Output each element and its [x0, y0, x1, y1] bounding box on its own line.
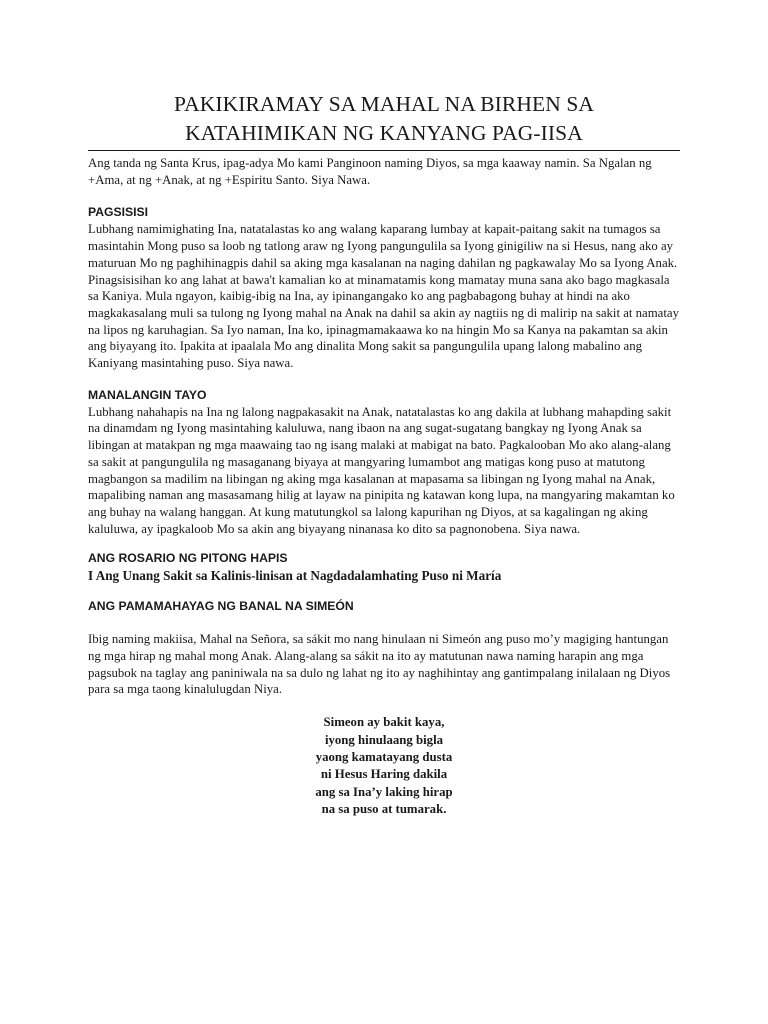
verse-line: ang sa Ina’y laking hirap [315, 784, 453, 799]
pamamahayag-heading: ANG PAMAMAHAYAG NG BANAL NA SIMEÓN [88, 599, 354, 614]
opening-invocation: Ang tanda ng Santa Krus, ipag-adya Mo kami Panginoon naming Diyos, sa mga kaaway namin. Sa Ngalan ng +Ama, at ng +Anak, at ng +Espiritu Santo. Siya Nawa. [88, 156, 652, 187]
pagsisisi-heading: PAGSISISI [88, 205, 149, 220]
title-line-2: KATAHIMIKAN NG KANYANG PAG-IISA [185, 121, 583, 145]
verse-line: Simeon ay bakit kaya, [323, 715, 445, 730]
verse-line: na sa puso at tumarak. [321, 802, 447, 817]
title-line-1: PAKIKIRAMAY SA MAHAL NA BIRHEN SA [173, 92, 595, 116]
verse-line: ni Hesus Haring dakila [320, 767, 448, 782]
verse-stanza [88, 714, 680, 818]
pagsisisi-paragraph: Lubhang namimighating Ina, natatalastas ko ang walang kaparang lumbay at kapait-paitang sakit na tumagos sa masintahin Mong puso sa loob ng tatlong araw ng Iyong pangungulila sa Iyong ginigiliw na si Hesus, nang ako ay maturuan Mo ng paghihinagpis dahil sa aking mga kasalanan na naging dahilan ng pagkawalay Mo sa Iyong Anak. Pinagsisisihan ko ang lahat at bawa't kamalian ko at minamatamis kong mamatay muna sana ako bago magkasala sa Kaniya. Mula ngayon, kaibig-ibig na Ina, ay ipinangangako ko ang pagbabagong buhay at hindi na ako magkakasalang muli sa tulong ng Iyong mahal na Anak na dahil sa akin ay nagtiis ng di malirip na sakit at namatay na lipos ng karuhagian. Sa Iyo naman, Ina ko, ipinagmamakaawa ko na hingin Mo sa Kanya na pakamtan sa akin ang biyayang ito. Ipakita at ipaalala Mo ang dinalita Mong sakit sa pangungulila upang lalong mabalino ang Kaniyang masintahing puso. Siya nawa. [88, 222, 679, 371]
rosario-heading: ANG ROSARIO NG PITONG HAPIS [88, 551, 288, 566]
pamamahayag-paragraph: Ibig naming makiisa, Mahal na Señora, sa sákit mo nang hinulaan ni Simeón ang puso mo’y magiging hantungan ng mga hirap ng mahal mong Anak. Alang-alang sa sákit na ito ay matutunan nawa naming harapin ang mga pagsubok na taglay ang paniniwala na sa dulo ng lahat ng ito ay naghihintay ang gantimpalang inilalaan ng Diyos para sa mga taong kinalulugdan Niya. [88, 632, 671, 697]
page-title [88, 90, 680, 151]
verse-line: yaong kamatayang dusta [315, 749, 453, 764]
verse-line: iyong hinulaang bigla [324, 732, 444, 747]
manalangin-paragraph: Lubhang nahahapis na Ina ng lalong nagpakasakit na Anak, natatalastas ko ang dakila at lubhang mahapding sakit na dinamdam ng Iyong masintahing kaluluwa, nang ibaon na ang sugat-sugatang bangkay ng Iyong Anak sa libingan at matakpan ng mga maawaing tao ng isang malaki at mabigat na bato. Pagkalooban Mo ako alang-alang sa sakit at pangungulila ng masaganang biyaya at mangyaring lumambot ang matigas kong puso at matutong magbangon sa madilim na libingan ng aking mga kasalanan at mapasama sa libingan ng Iyong mahal na Anak, mapalibing naman ang masasamang hilig at layaw na pinipita ng katawan kong lupa, na mangyaring makamtan ko ang buhay na walang hanggan. At kung matutungkol sa lalong kapurihan ng Diyos, at sa kagalingan ng aking kaluluwa, ay ipagkaloob Mo sa akin ang biyayang ninanasa ko dito sa pagnonobena. Siya nawa. [88, 404, 675, 536]
manalangin-heading: MANALANGIN TAYO [88, 387, 207, 402]
rosario-subheading: I Ang Unang Sakit sa Kalinis-linisan at Nagdadalamhating Puso ni María [88, 568, 502, 584]
